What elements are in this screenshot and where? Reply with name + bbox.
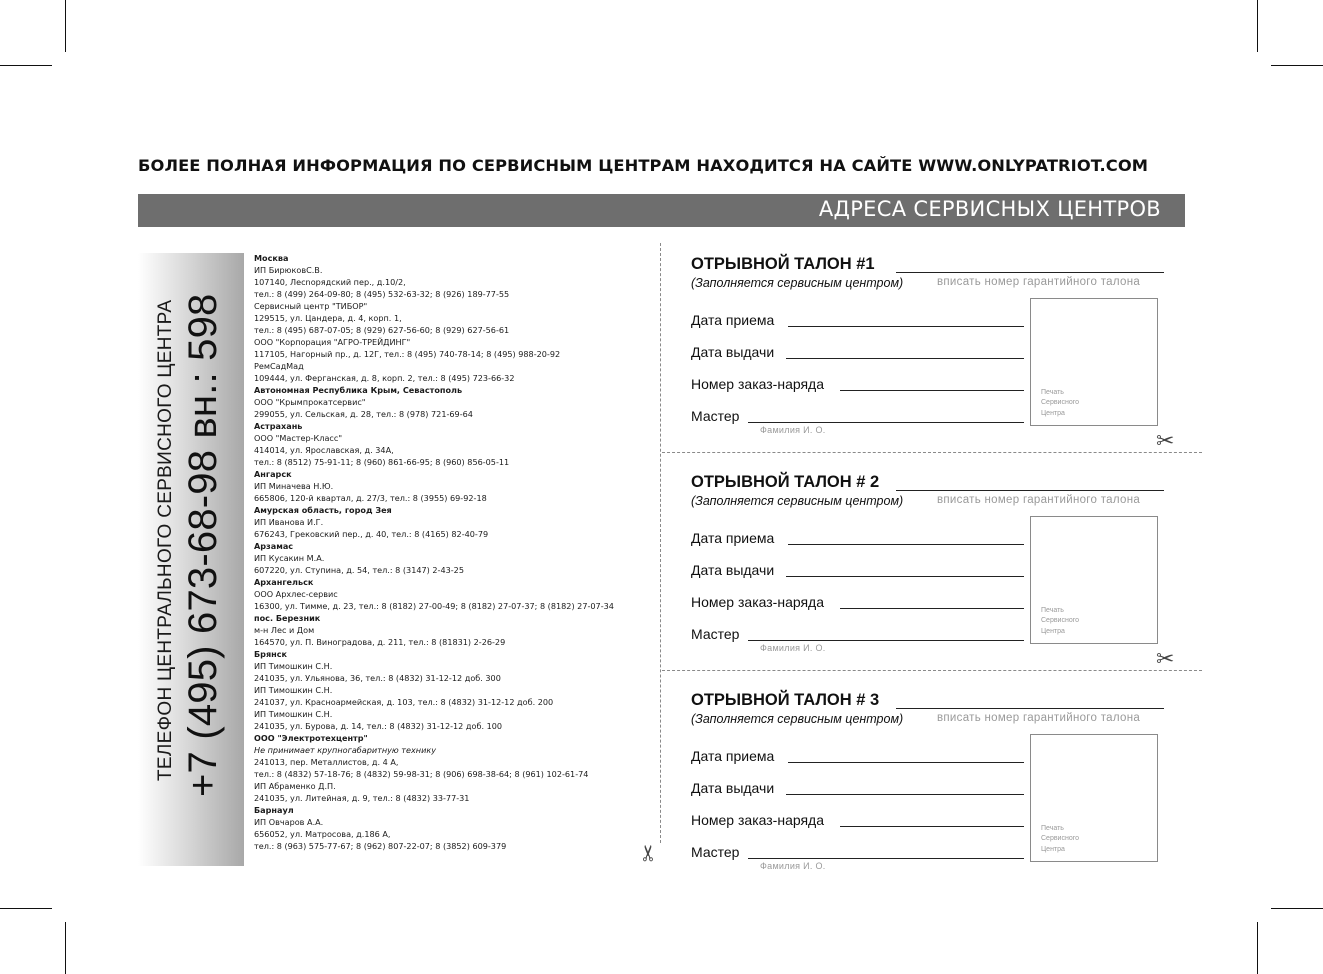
crop-mark (1257, 922, 1258, 974)
address-line: ИП Иванова И.Г. (254, 517, 324, 527)
master-name-hint: Фамилия И. О. (760, 425, 826, 435)
field-order-number-label: Номер заказ-наряда (691, 376, 825, 392)
address-city-heading: Арзамас (254, 541, 294, 551)
website-info-headline: БОЛЕЕ ПОЛНАЯ ИНФОРМАЦИЯ ПО СЕРВИСНЫМ ЦЕНТРАМ НАХОДИТСЯ НА САЙТЕ WWW.ONLYPATRIOT.COM (138, 156, 1149, 175)
stamp-label-line: Сервисного (1041, 399, 1080, 406)
address-line: 109444, ул. Ферганская, д. 8, корп. 2, тел.: 8 (495) 723-66-32 (254, 373, 515, 383)
coupon-subtitle: (Заполняется сервисным центром) (691, 712, 904, 726)
coupon-subtitle: (Заполняется сервисным центром) (691, 494, 904, 508)
address-line: 676243, Грековский пер., д. 40, тел.: 8 (4165) 82-40-79 (254, 529, 489, 539)
issue-date-line[interactable] (786, 358, 1024, 359)
receive-date-line[interactable] (788, 762, 1024, 763)
issue-date-line[interactable] (786, 576, 1024, 577)
address-line: 241037, ул. Красноармейская, д. 103, тел.: 8 (4832) 31-12-12 доб. 200 (254, 697, 554, 707)
master-line[interactable] (748, 858, 1024, 859)
address-line: Сервисный центр "ТИБОР" (254, 301, 368, 311)
coupon-subtitle: (Заполняется сервисным центром) (691, 276, 904, 290)
address-line: 241013, пер. Металлистов, д. 4 А, (254, 757, 399, 767)
address-city-heading: пос. Березник (254, 613, 321, 623)
address-line: тел.: 8 (495) 687-07-05; 8 (929) 627-56-60; 8 (929) 627-56-61 (254, 325, 510, 335)
crop-mark (0, 65, 52, 66)
issue-date-line[interactable] (786, 794, 1024, 795)
address-line: 129515, ул. Цандера, д. 4, корп. 1, (254, 313, 402, 323)
stamp-label-line: Центра (1041, 845, 1065, 853)
warranty-number-line[interactable] (896, 708, 1164, 709)
address-city-heading: Астрахань (254, 421, 303, 431)
field-issue-date-label: Дата выдачи (691, 562, 775, 578)
scissors-icon: ✂ (1156, 646, 1175, 671)
banner-title: АДРЕСА СЕРВИСНЫХ ЦЕНТРОВ (818, 197, 1161, 221)
address-line: ИП Тимошкин С.Н. (254, 685, 333, 695)
coupon-title: ОТРЫВНОЙ ТАЛОН # 2 (691, 473, 880, 491)
address-city-heading: Автономная Республика Крым, Севастополь (254, 385, 463, 395)
address-line: 241035, ул. Бурова, д. 14, тел.: 8 (4832) 31-12-12 доб. 100 (254, 721, 503, 731)
master-line[interactable] (748, 422, 1024, 423)
address-line: 299055, ул. Сельская, д. 28, тел.: 8 (978) 721-69-64 (254, 409, 473, 419)
crop-mark (1271, 65, 1323, 66)
address-line: м-н Лес и Дом (254, 625, 315, 635)
address-line: ИП Тимошкин С.Н. (254, 709, 333, 719)
address-city-heading: ООО "Электротехцентр" (254, 733, 368, 743)
coupon-title: ОТРЫВНОЙ ТАЛОН # 3 (691, 691, 880, 709)
stamp-label (1041, 388, 1079, 420)
stamp-label-line: Сервисного (1041, 617, 1080, 624)
address-line: 164570, ул. П. Виноградова, д. 211, тел.: 8 (81831) 2-26-29 (254, 637, 506, 647)
address-line: ИП Тимошкин С.Н. (254, 661, 333, 671)
stamp-label-line: Центра (1041, 409, 1065, 417)
order-number-line[interactable] (840, 390, 1024, 391)
address-line: ООО "Мастер-Класс" (254, 433, 343, 443)
crop-mark (0, 908, 52, 909)
tear-off-coupon (691, 255, 1171, 445)
crop-mark (1257, 0, 1258, 52)
address-line: ИП Абраменко Д.П. (254, 781, 336, 791)
cut-line-vertical (660, 243, 661, 843)
address-line: ООО "Крымпрокатсервис" (254, 397, 366, 407)
order-number-line[interactable] (840, 608, 1024, 609)
field-issue-date-label: Дата выдачи (691, 344, 775, 360)
stamp-label (1041, 824, 1079, 856)
address-line: РемСадМад (254, 361, 304, 371)
master-name-hint: Фамилия И. О. (760, 643, 826, 653)
address-line: 241035, ул. Ульянова, 36, тел.: 8 (4832) 31-12-12 доб. 300 (254, 673, 501, 683)
phone-label: ТЕЛЕФОН ЦЕНТРАЛЬНОГО СЕРВИСНОГО ЦЕНТРА (155, 299, 176, 781)
scissors-icon: ✂ (1156, 428, 1175, 453)
field-master-label: Мастер (691, 408, 740, 424)
tear-off-coupon (691, 691, 1171, 881)
order-number-line[interactable] (840, 826, 1024, 827)
service-center-address-list (254, 252, 654, 852)
field-receive-date-label: Дата приема (691, 312, 775, 328)
address-line: ИП Кусакин М.А. (254, 553, 325, 563)
address-line: 241035, ул. Литейная, д. 9, тел.: 8 (4832) 33-77-31 (254, 793, 470, 803)
tear-off-coupon (691, 473, 1171, 663)
scissors-icon: ✂ (636, 843, 662, 863)
warranty-number-hint: вписать номер гарантийного талона (937, 276, 1141, 288)
stamp-box (1030, 516, 1158, 644)
master-name-hint: Фамилия И. О. (760, 861, 826, 871)
stamp-label-line: Печать (1041, 606, 1064, 614)
address-line: 107140, Лесnорядский пер., д.10/2, (254, 277, 406, 287)
address-note: Не принимает крупногабаритную технику (254, 745, 437, 755)
address-line: 117105, Нагорный пр., д. 12Г, тел.: 8 (495) 740-78-14; 8 (495) 988-20-92 (254, 349, 561, 359)
address-line: 656052, ул. Матросова, д.186 А, (254, 829, 391, 839)
crop-mark (65, 0, 66, 52)
field-order-number-label: Номер заказ-наряда (691, 812, 825, 828)
section-banner (138, 194, 1185, 227)
address-line: тел.: 8 (499) 264-09-80; 8 (495) 532-63-32; 8 (926) 189-77-55 (254, 289, 510, 299)
address-line: тел.: 8 (963) 575-77-67; 8 (962) 807-22-07; 8 (3852) 609-379 (254, 841, 507, 851)
crop-mark (65, 922, 66, 974)
receive-date-line[interactable] (788, 544, 1024, 545)
address-line: ИП Овчаров А.А. (254, 817, 324, 827)
crop-mark (1271, 908, 1323, 909)
warranty-number-hint: вписать номер гарантийного талона (937, 494, 1141, 506)
stamp-label-line: Сервисного (1041, 835, 1080, 842)
address-city-heading: Брянск (254, 649, 288, 659)
field-receive-date-label: Дата приема (691, 748, 775, 764)
address-city-heading: Ангарск (254, 469, 292, 479)
address-city-heading: Архангельск (254, 577, 314, 587)
stamp-box (1030, 734, 1158, 862)
warranty-number-line[interactable] (896, 272, 1164, 273)
stamp-label-line: Печать (1041, 388, 1064, 396)
address-city-heading: Москва (254, 253, 289, 263)
coupon-title: ОТРЫВНОЙ ТАЛОН #1 (691, 255, 875, 273)
warranty-number-line[interactable] (896, 490, 1164, 491)
address-line: ООО "Корпорация "АГРО-ТРЕЙДИНГ" (254, 337, 411, 347)
master-line[interactable] (748, 640, 1024, 641)
stamp-label-line: Центра (1041, 627, 1065, 635)
field-order-number-label: Номер заказ-наряда (691, 594, 825, 610)
stamp-label (1041, 606, 1079, 638)
address-line: 414014, ул. Ярославская, д. 34А, (254, 445, 394, 455)
field-master-label: Мастер (691, 626, 740, 642)
field-issue-date-label: Дата выдачи (691, 780, 775, 796)
phone-rotated-block (141, 259, 241, 859)
address-line: 16300, ул. Тимме, д. 23, тел.: 8 (8182) 27-00-49; 8 (8182) 27-07-37; 8 (8182) 27-07-34 (254, 601, 614, 611)
address-line: ИП БирюковС.В. (254, 265, 323, 275)
address-line: ООО Архлес-сервис (254, 589, 338, 599)
phone-strip (138, 253, 244, 866)
cut-line-horizontal (662, 670, 1202, 671)
address-line: тел.: 8 (4832) 57-18-76; 8 (4832) 59-98-31; 8 (906) 698-38-64; 8 (961) 102-61-74 (254, 769, 589, 779)
address-city-heading: Амурская область, город Зея (254, 505, 392, 515)
warranty-number-hint: вписать номер гарантийного талона (937, 712, 1141, 724)
address-line: тел.: 8 (8512) 75-91-11; 8 (960) 861-66-95; 8 (960) 856-05-11 (254, 457, 510, 467)
stamp-label-line: Печать (1041, 824, 1064, 832)
address-line: ИП Миначева Н.Ю. (254, 481, 334, 491)
stamp-box (1030, 298, 1158, 426)
address-line: 665806, 120-й квартал, д. 27/3, тел.: 8 (3955) 69-92-18 (254, 493, 487, 503)
field-master-label: Мастер (691, 844, 740, 860)
phone-number: +7 (495) 673-68-98 вн.: 598 (181, 293, 225, 797)
field-receive-date-label: Дата приема (691, 530, 775, 546)
address-line: 607220, ул. Ступина, д. 54, тел.: 8 (3147) 2-43-25 (254, 565, 464, 575)
receive-date-line[interactable] (788, 326, 1024, 327)
cut-line-horizontal (662, 452, 1202, 453)
address-city-heading: Барнаул (254, 805, 294, 815)
